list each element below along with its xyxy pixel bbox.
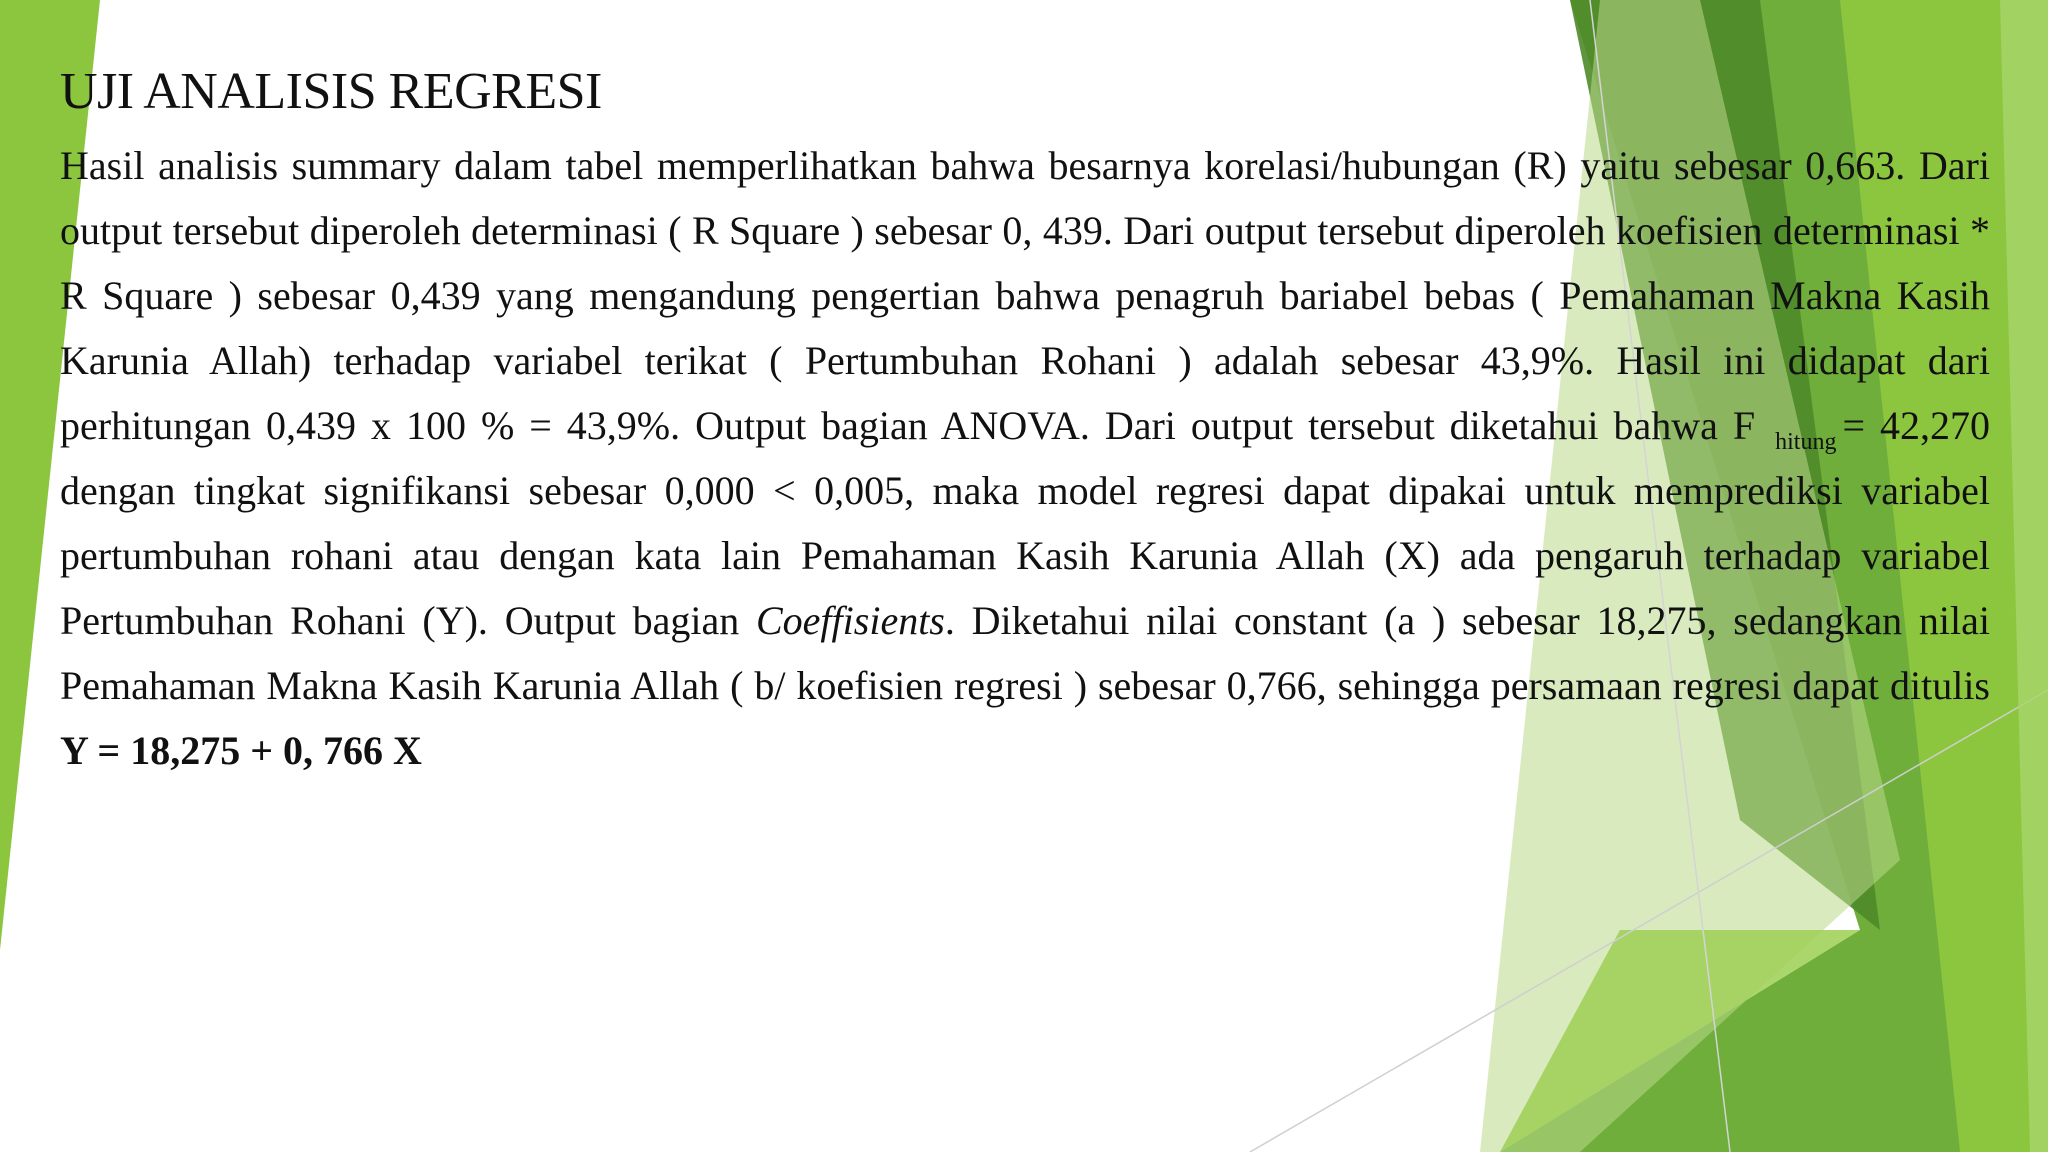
body-paragraph — [60, 133, 1990, 783]
f-hitung-subscript: hitung — [1775, 429, 1837, 455]
coefficients-italic: Coeffisients — [755, 598, 945, 643]
slide-title: UJI ANALISIS REGRESI — [60, 63, 602, 120]
regression-equation: Y = 18,275 + 0, 766 X — [60, 728, 422, 773]
body-text-part1: Hasil analisis summary dalam tabel memperlihatkan bahwa besarnya korelasi/hubungan (R) yaitu sebesar 0,663. Dari output tersebut diperoleh determinasi ( R Square ) sebesar 0, 439. Dari output tersebut diperoleh koefisien determinasi * R Square ) sebesar 0,439 yang mengandung pengertian bahwa penagruh bariabel bebas ( Pemahaman Makna Kasih Karunia Allah) terhadap variabel terikat ( Pertumbuhan Rohani ) adalah sebesar 43,9%. Hasil ini didapat dari perhitungan 0,439 x 100 % = 43,9%. Output bagian ANOVA. Dari output tersebut diketahui bahwa F — [60, 143, 1990, 448]
body-text-part2: = 42,270 dengan tingkat signifikansi sebesar 0,000 < 0,005, maka model regresi dapat dipakai untuk memprediksi variabel pertumbuhan rohani atau dengan kata lain Pemahaman Kasih Karunia Allah (X) ada pengaruh terhadap variabel Pertumbuhan Rohani (Y). Output bagian — [60, 403, 1991, 643]
body-text-part3: . Diketahui nilai constant (a ) sebesar 18,275, sedangkan nilai Pemahaman Makna Kasih Karunia Allah ( b/ koefisien regresi ) sebesar 0,766, sehingga persamaan regresi dapat ditulis — [60, 598, 1990, 708]
